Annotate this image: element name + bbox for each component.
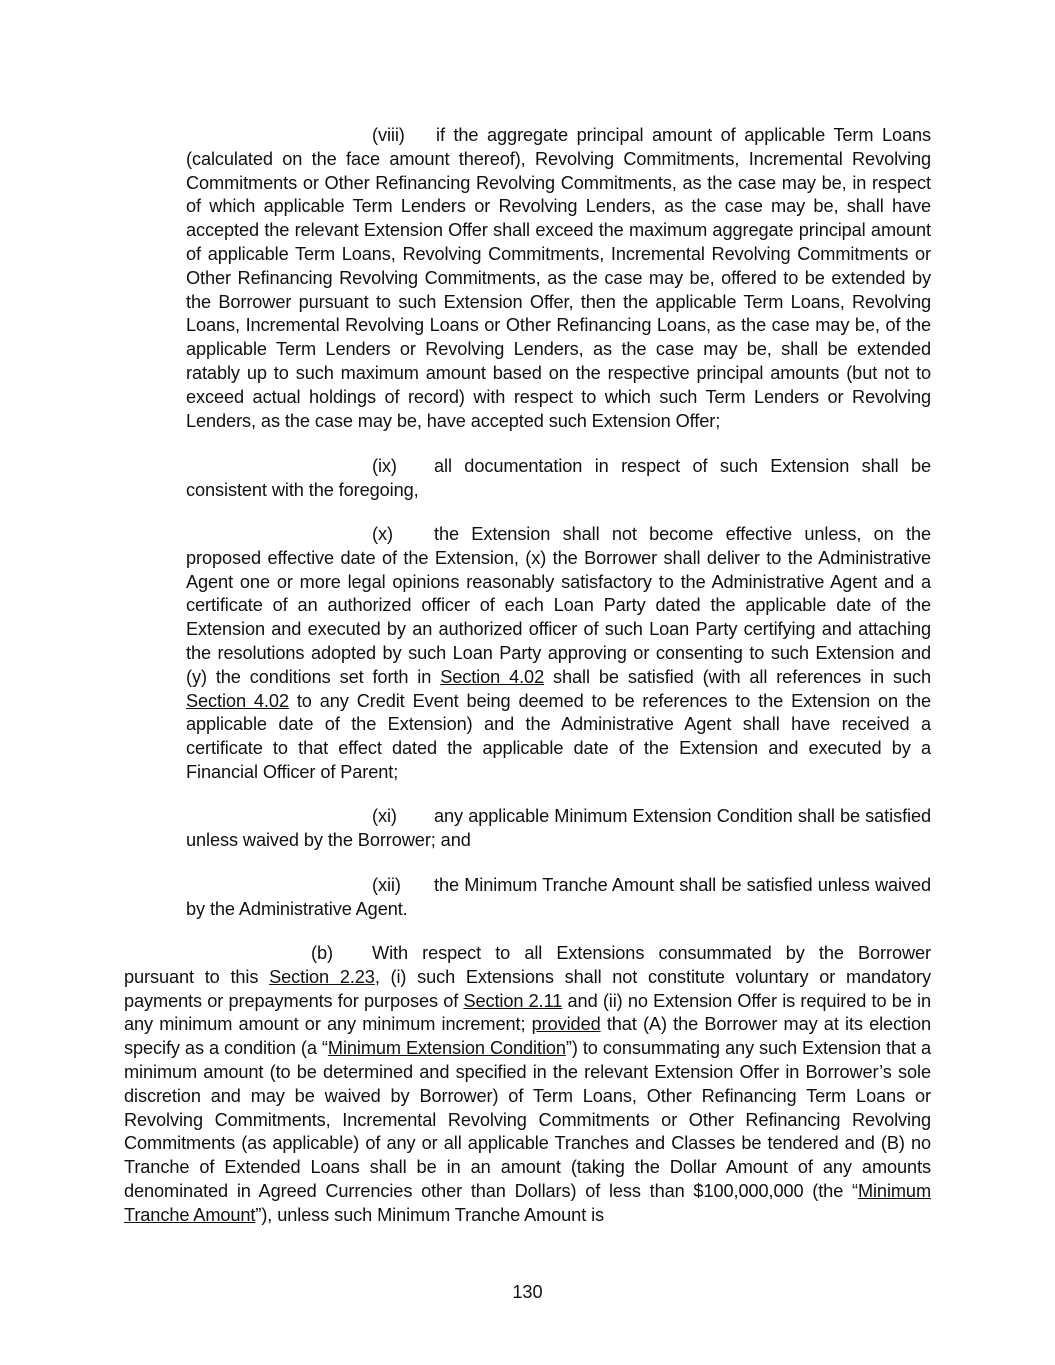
paragraph-text: that (A) the Borrower may at its election specify as a condition (a “ <box>124 1014 931 1059</box>
paragraph-text: all documentation in respect of such Extension shall be consistent with the foregoing, <box>186 456 931 500</box>
defined-term: provided <box>531 1014 601 1035</box>
paragraph-xi <box>186 805 931 853</box>
paragraph-x <box>186 523 931 785</box>
paragraph-number: (ix) <box>372 456 397 476</box>
section-reference: Section 2.11 <box>463 990 563 1011</box>
paragraph-text: ”), unless such Minimum Tranche Amount is <box>255 1204 605 1225</box>
paragraph-viii <box>186 124 931 433</box>
paragraph-number: (xii) <box>372 875 401 895</box>
paragraph-number: (xi) <box>372 806 397 826</box>
paragraph-text: the Extension shall not become effective unless, on the proposed effective date of the Extension, (x) the Borrower shall deliver to the Administrative Agent one or more legal opinions reasonably satisfactory to the Administrative Agent and a certificate of an authorized officer of each Loan Party dated the applicable date of the Extension and executed by an authorized officer of such Loan Party certifying and attaching the resolutions adopted by such Loan Party approving or consenting to such Extension and (y) the conditions set forth in <box>186 524 931 687</box>
paragraph-text: to any Credit Event being deemed to be references to the Extension on the applicable date of the Extension) and the Administrative Agent shall have received a certificate to that effect dated the applicable date of the Extension and executed by a Financial Officer of Parent; <box>186 690 931 782</box>
paragraph-text: and (ii) no Extension Offer is required to be in any minimum amount or any minimum increment; <box>124 990 931 1035</box>
paragraph-number: (x) <box>372 524 393 544</box>
section-reference: Section 4.02 <box>440 666 545 687</box>
paragraph-text: , (i) such Extensions shall not constitute voluntary or mandatory payments or prepayments for purposes of <box>124 966 931 1011</box>
paragraph-text: if the aggregate principal amount of applicable Term Loans (calculated on the face amount thereof), Revolving Commitments, Incremental Revolving Commitments or Other Refinancing Revolving Commitments, as the case may be, in respect of which applicable Term Lenders or Revolving Lenders, as the case may be, shall have accepted the relevant Extension Offer shall exceed the maximum aggregate principal amount of applicable Term Loans, Revolving Commitments, Incremental Revolving Commitments or Other Refinancing Revolving Commitments, as the case may be, offered to be extended by the Borrower pursuant to such Extension Offer, then the applicable Term Loans, Revolving Loans, Incremental Revolving Loans or Other Refinancing Loans, as the case may be, of the applicable Term Lenders or Revolving Lenders, as the case may be, shall be extended ratably up to such maximum amount based on the respective principal amounts (but not to exceed actual holdings of record) with respect to which such Term Lenders or Revolving Lenders, as the case may be, have accepted such Extension Offer; <box>186 125 931 431</box>
paragraph-ix <box>186 455 931 503</box>
paragraph-number: (viii) <box>372 125 405 145</box>
paragraph-text: ”) to consummating any such Extension that a minimum amount (to be determined and specified in the relevant Extension Offer in Borrower’s sole discretion and may be waived by Borrower) of Term Loans, Other Refinancing Term Loans or Revolving Commitments, Incremental Revolving Commitments or Other Refinancing Revolving Commitments (as applicable) of any or all applicable Tranches and Classes be tendered and (B) no Tranche of Extended Loans shall be in an amount (taking the Dollar Amount of any amounts denominated in Agreed Currencies other than Dollars) of less than $100,000,000 (the “ <box>124 1038 932 1201</box>
paragraph-b <box>124 942 931 1228</box>
paragraph-xii <box>186 874 931 922</box>
paragraph-text: shall be satisfied (with all references in such <box>544 666 931 687</box>
section-reference: Section 2.23 <box>269 966 375 987</box>
defined-term: Minimum Extension Condition <box>327 1038 566 1059</box>
defined-term: Minimum Tranche Amount <box>124 1180 931 1225</box>
page-number: 130 <box>512 1282 543 1302</box>
section-reference: Section 4.02 <box>186 690 289 711</box>
paragraph-text: the Minimum Tranche Amount shall be satisfied unless waived by the Administrative Agent. <box>186 875 931 919</box>
paragraph-number: (b) <box>311 943 333 963</box>
paragraph-text: any applicable Minimum Extension Condition shall be satisfied unless waived by the Borrower; and <box>186 806 931 850</box>
paragraph-text: With respect to all Extensions consummated by the Borrower pursuant to this <box>124 943 931 987</box>
